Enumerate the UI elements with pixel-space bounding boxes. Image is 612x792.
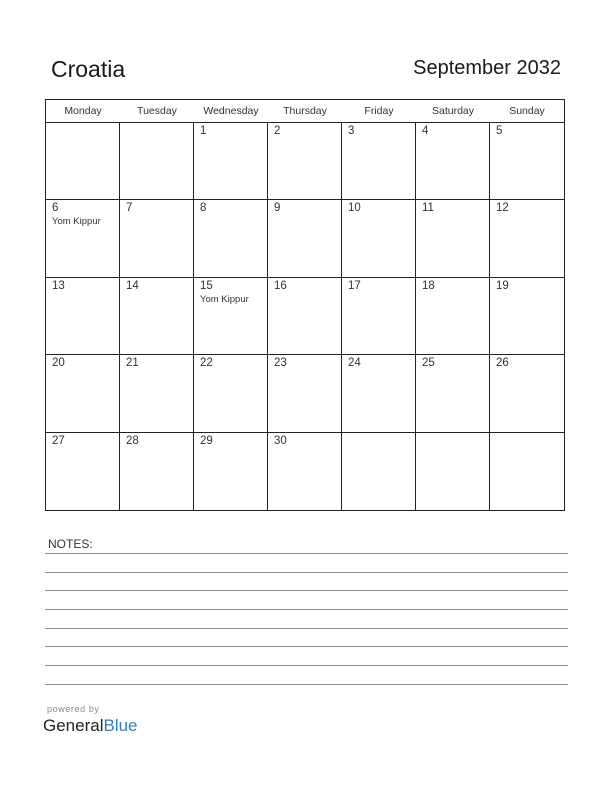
day-number: 25 [422,357,435,370]
day-number: 22 [200,357,213,370]
calendar-day-grid [46,123,564,510]
day-cell [120,355,194,432]
day-number: 14 [126,279,139,292]
day-cell [342,123,416,200]
weekday-wednesday: Wednesday [203,105,259,117]
day-cell [120,433,194,510]
day-cell [490,200,564,277]
day-cell [416,200,490,277]
day-cell [46,278,120,355]
day-cell [342,433,416,510]
day-number: 13 [52,279,65,292]
day-cell [194,355,268,432]
day-cell [46,355,120,432]
day-cell [46,433,120,510]
day-cell [416,355,490,432]
day-cell [268,123,342,200]
note-line [45,553,568,554]
day-cell [268,355,342,432]
day-number: 19 [496,279,509,292]
day-number: 6 [52,202,59,215]
day-cell [416,123,490,200]
day-cell [416,433,490,510]
day-number: 9 [274,202,281,215]
day-number: 3 [348,125,355,137]
day-number: 12 [496,202,509,215]
day-cell [342,200,416,277]
day-cell [342,278,416,355]
brand-blue-text: Blue [103,716,138,735]
weekday-saturday: Saturday [431,105,475,117]
day-number: 8 [200,202,207,215]
note-line [45,628,568,629]
calendar-country-title: Croatia [51,56,126,82]
day-number: 26 [496,357,509,370]
weekday-monday: Monday [64,105,102,117]
day-number: 7 [126,202,133,215]
day-number: 2 [274,125,281,137]
day-cell [490,433,564,510]
note-line [45,590,568,591]
day-cell [194,433,268,510]
brand-general-text: General [43,716,104,735]
day-number: 11 [422,202,434,215]
day-number: 17 [348,279,361,292]
weekday-tuesday: Tuesday [137,105,177,117]
day-cell [120,123,194,200]
day-number: 1 [200,125,207,137]
generalblue-logo[interactable] [43,716,138,736]
holiday-label: Yom Kippur [200,293,249,305]
notes-label: NOTES: [48,537,93,551]
day-cell [120,278,194,355]
weekday-sunday: Sunday [509,105,545,117]
note-line [45,646,568,647]
day-cell [120,200,194,277]
weekday-header-row [46,100,564,123]
holiday-label: Yom Kippur [52,216,101,228]
powered-by-text: powered by [47,704,100,714]
day-cell [46,200,120,277]
day-number: 24 [348,357,361,370]
day-number: 28 [126,434,139,447]
day-number: 16 [274,279,287,292]
day-cell [268,278,342,355]
day-cell [268,433,342,510]
day-cell [268,200,342,277]
day-number: 10 [348,202,361,215]
weekday-thursday: Thursday [283,105,327,117]
note-line [45,572,568,573]
calendar-table [45,99,565,511]
calendar-month-title: September 2032 [413,57,561,79]
day-cell [490,278,564,355]
day-number: 18 [422,279,435,292]
day-number: 20 [52,357,65,370]
weekday-friday: Friday [364,105,394,117]
day-cell [342,355,416,432]
day-number: 30 [274,434,287,447]
day-cell [416,278,490,355]
day-number: 15 [200,279,213,292]
day-cell [194,123,268,200]
day-number: 4 [422,125,429,137]
day-cell [194,278,268,355]
day-number: 27 [52,434,65,447]
day-cell [490,355,564,432]
note-line [45,665,568,666]
day-cell [46,123,120,200]
note-line [45,684,568,685]
note-line [45,609,568,610]
day-cell [194,200,268,277]
day-number: 21 [126,357,139,370]
day-number: 29 [200,434,213,447]
day-number: 23 [274,357,287,370]
day-number: 5 [496,125,503,137]
day-cell [490,123,564,200]
